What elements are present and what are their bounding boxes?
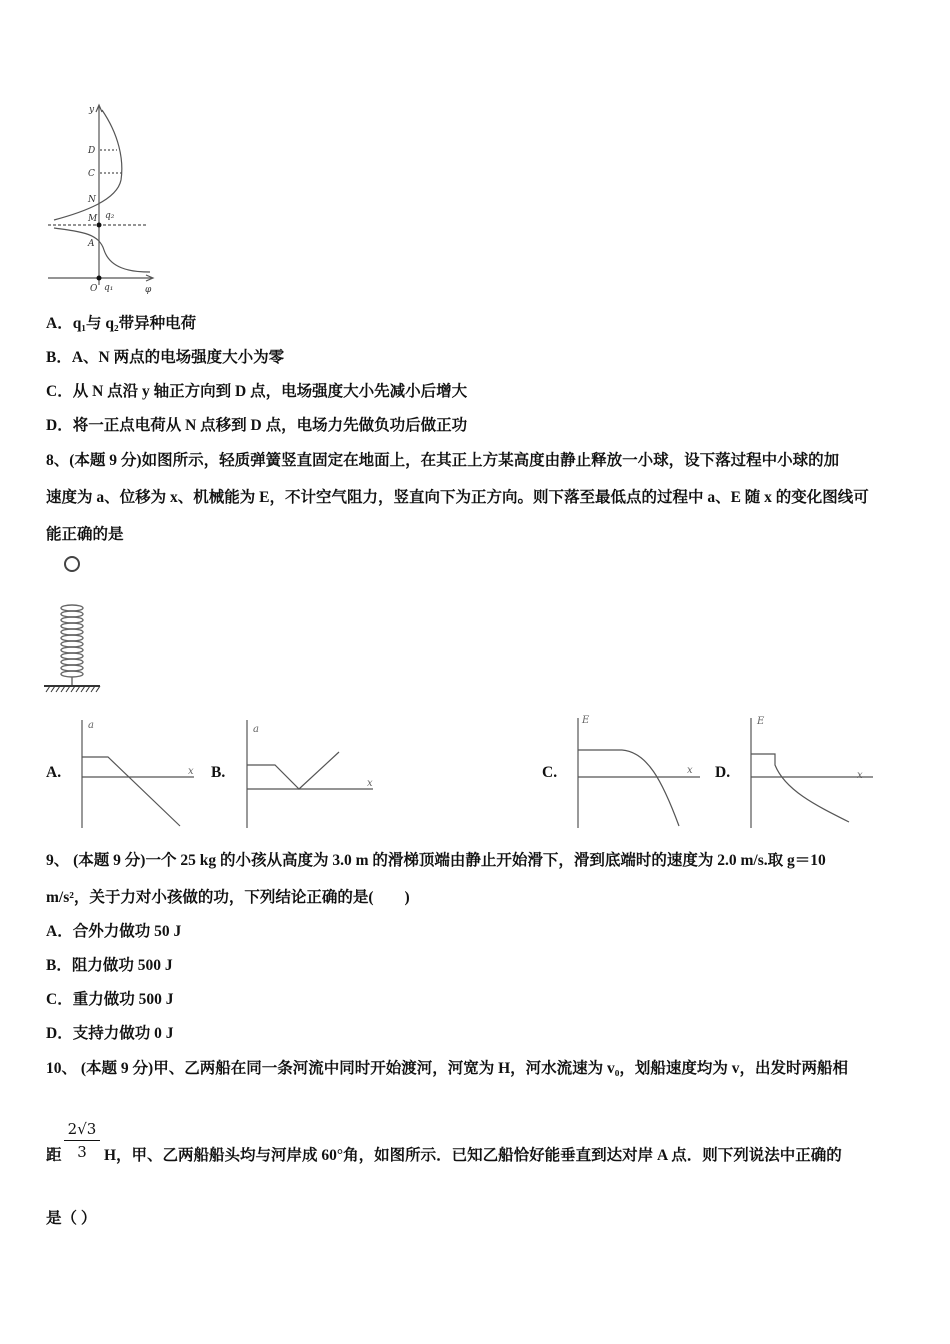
graph-c-ylabel: E <box>582 715 590 726</box>
q8-stem-line-1: 8、(本题 9 分)如图所示，轻质弹簧竖直固定在地面上，在其正上方某高度由静止释放一小球，设下落过程中小球的加 <box>46 452 840 469</box>
q10-stem-line-1: 10、 (本题 9 分)甲、乙两船在同一条河流中同时开始渡河，河宽为 H，河水流速为 v₀，划船速度均为 v，出发时两船相 <box>46 1060 849 1077</box>
q7-option-b: B．A、N 两点的电场强度大小为零 <box>46 349 285 366</box>
q7-option-c: C．从 N 点沿 y 轴正方向到 D 点，电场强度大小先减小后增大 <box>46 383 468 400</box>
q1-charge-dot <box>97 276 102 281</box>
q8-graph-c <box>572 710 707 830</box>
q9-stem-line-1: 9、 (本题 9 分)一个 25 kg 的小孩从高度为 3.0 m 的滑梯顶端由静止开始滑下，滑到底端时的速度为 2.0 m/s.取 g＝10 <box>46 852 826 869</box>
q10-stem-line-3: 是（ ） <box>46 1210 97 1227</box>
q10-stem-prefix: 距 <box>46 1147 62 1164</box>
spring <box>61 605 83 685</box>
graph-b-xlabel: x <box>367 778 373 789</box>
q9-option-c: C．重力做功 500 J <box>46 991 174 1008</box>
q8-graph-b <box>241 716 381 831</box>
label-q1: q₁ <box>104 283 114 293</box>
fraction-denominator: 3 <box>77 1143 87 1161</box>
graph-b-ylabel: a <box>253 724 259 735</box>
graph-d-xlabel: x <box>857 770 863 781</box>
label-N: N <box>88 195 96 205</box>
q2-charge-dot <box>97 223 102 228</box>
spring-ball-figure <box>44 552 104 697</box>
label-phi: φ <box>145 285 152 295</box>
q8-stem-line-3: 能正确的是 <box>46 526 124 543</box>
graph-c-xlabel: x <box>687 765 693 776</box>
label-A: A <box>88 239 95 249</box>
q7-figure <box>44 100 164 300</box>
q7-option-d: D．将一正点电荷从 N 点移到 D 点，电场力先做负功后做正功 <box>46 417 468 434</box>
label-M: M <box>88 214 98 224</box>
q9-option-d: D．支持力做功 0 J <box>46 1025 174 1042</box>
q10-fraction <box>64 1120 100 1161</box>
ball <box>65 557 79 571</box>
q8-stem-line-2: 速度为 a、位移为 x、机械能为 E，不计空气阻力，竖直向下为正方向。则下落至最低点的过程中 a、E 随 x 的变化图线可 <box>46 489 869 506</box>
q9-stem-line-2: m/s²，关于力对小孩做的功，下列结论正确的是( ) <box>46 889 410 906</box>
label-y: y <box>89 105 95 115</box>
q7-option-a: A．q₁与 q₂带异种电荷 <box>46 315 197 332</box>
graph-d-ylabel: E <box>757 716 765 727</box>
q9-option-a: A．合外力做功 50 J <box>46 923 182 940</box>
q8-option-d-label: D. <box>715 764 731 781</box>
q8-option-a-label: A. <box>46 764 62 781</box>
potential-curve-lower <box>54 228 150 272</box>
q8-graph-d <box>745 710 880 830</box>
q8-graph-a <box>76 716 206 831</box>
q9-option-b: B．阻力做功 500 J <box>46 957 173 974</box>
q8-option-c-label: C. <box>542 764 558 781</box>
fraction-numerator: 2√3 <box>64 1120 100 1141</box>
graph-a-xlabel: x <box>188 766 194 777</box>
graph-a-ylabel: a <box>88 720 94 731</box>
q8-option-b-label: B. <box>211 764 226 781</box>
label-O: O <box>90 284 98 294</box>
label-C: C <box>88 169 95 179</box>
label-q2: q₂ <box>105 211 115 221</box>
q10-stem-line-2: H，甲、乙两船船头均与河岸成 60°角，如图所示．已知乙船恰好能垂直到达对岸 A 点．则下列说法中正确的 <box>104 1147 842 1164</box>
label-D: D <box>88 146 96 156</box>
